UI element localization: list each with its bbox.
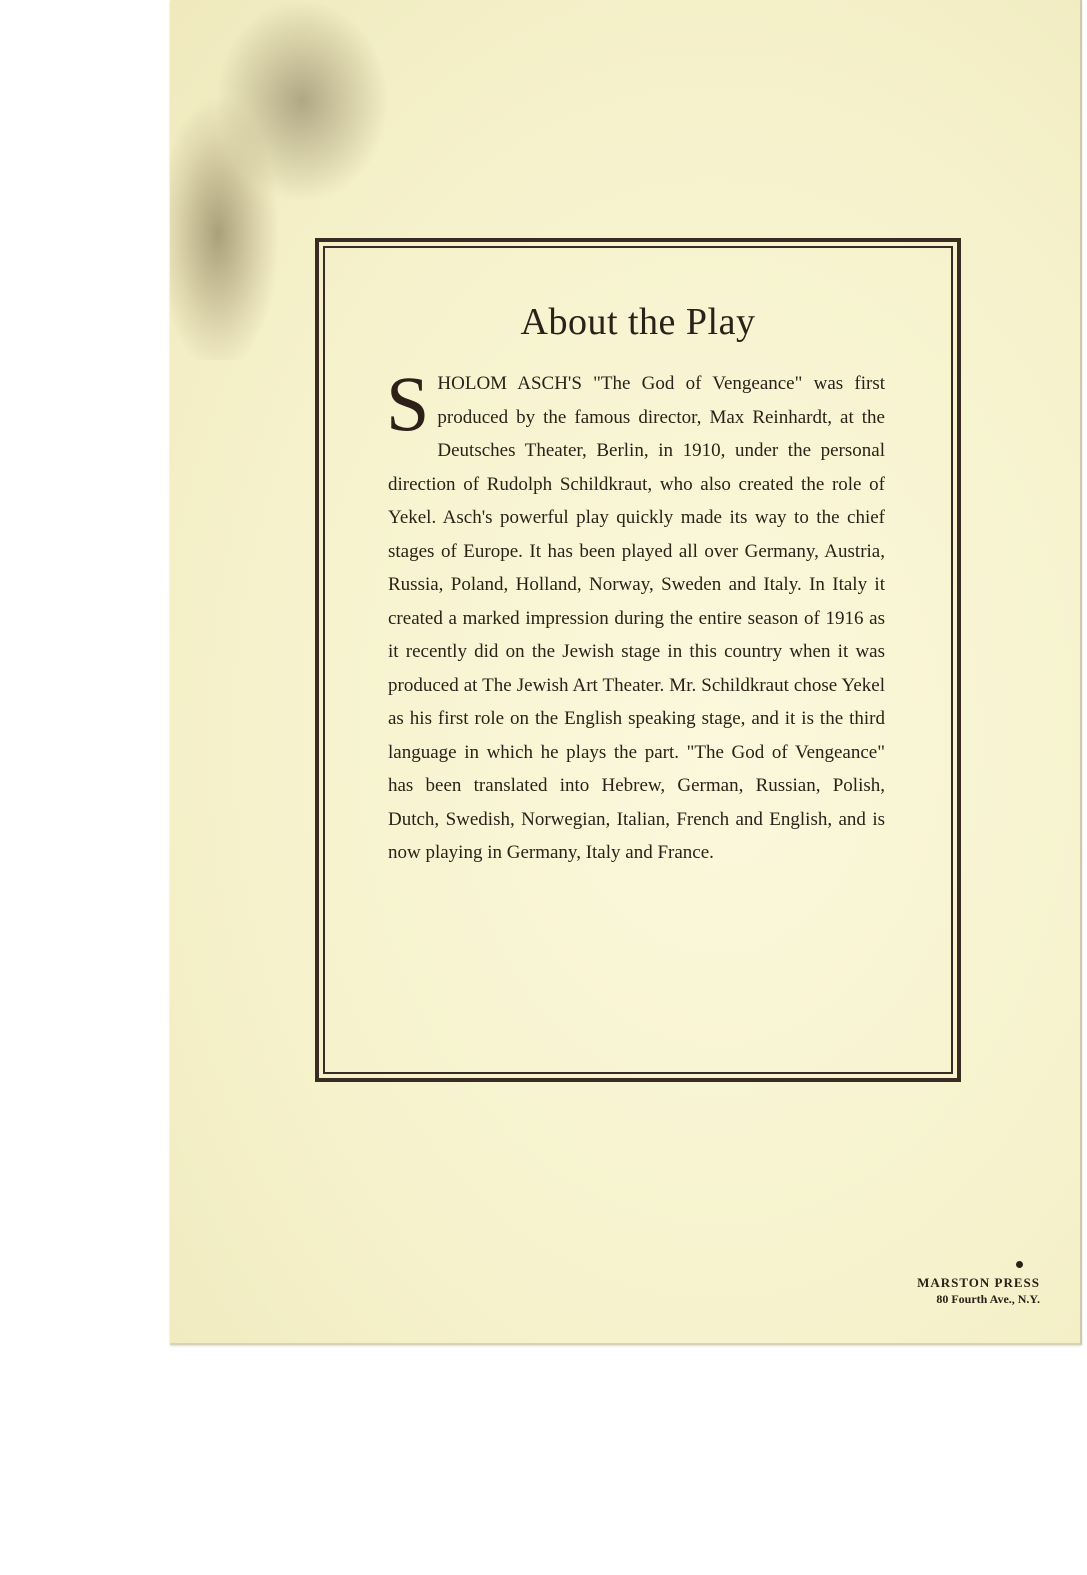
printer-imprint [880,1274,1040,1307]
ink-dot [1016,1261,1023,1268]
imprint-name: MARSTON PRESS [917,1275,1040,1290]
imprint-address: 80 Fourth Ave., N.Y. [936,1292,1040,1306]
body-text: HOLOM ASCH'S "The God of Vengeance" was first produced by the famous director, Max Reinhardt, at the Deutsches Theater, Berlin, in 1910, under the personal direction of Rudolph Schildkraut, who also created the role of Yekel. Asch's powerful play quickly made its way to the chief stages of Europe. It has been played all over Germany, Austria, Russia, Poland, Holland, Norway, Sweden and Italy. In Italy it created a marked impression during the entire season of 1916 as it recently did on the Jewish stage in this country when it was produced at The Jewish Art Theater. Mr. Schildkraut chose Yekel as his first role on the English speaking stage, and it is the third language in which he plays the part. "The God of Vengeance" has been translated into Hebrew, German, Russian, Polish, Dutch, Swedish, Norwegian, Italian, French and English, and is now playing in Germany, Italy and France. [388,373,885,863]
drop-cap: S [386,360,430,447]
body-paragraph [386,360,885,870]
page-title: About the Play [520,301,756,343]
